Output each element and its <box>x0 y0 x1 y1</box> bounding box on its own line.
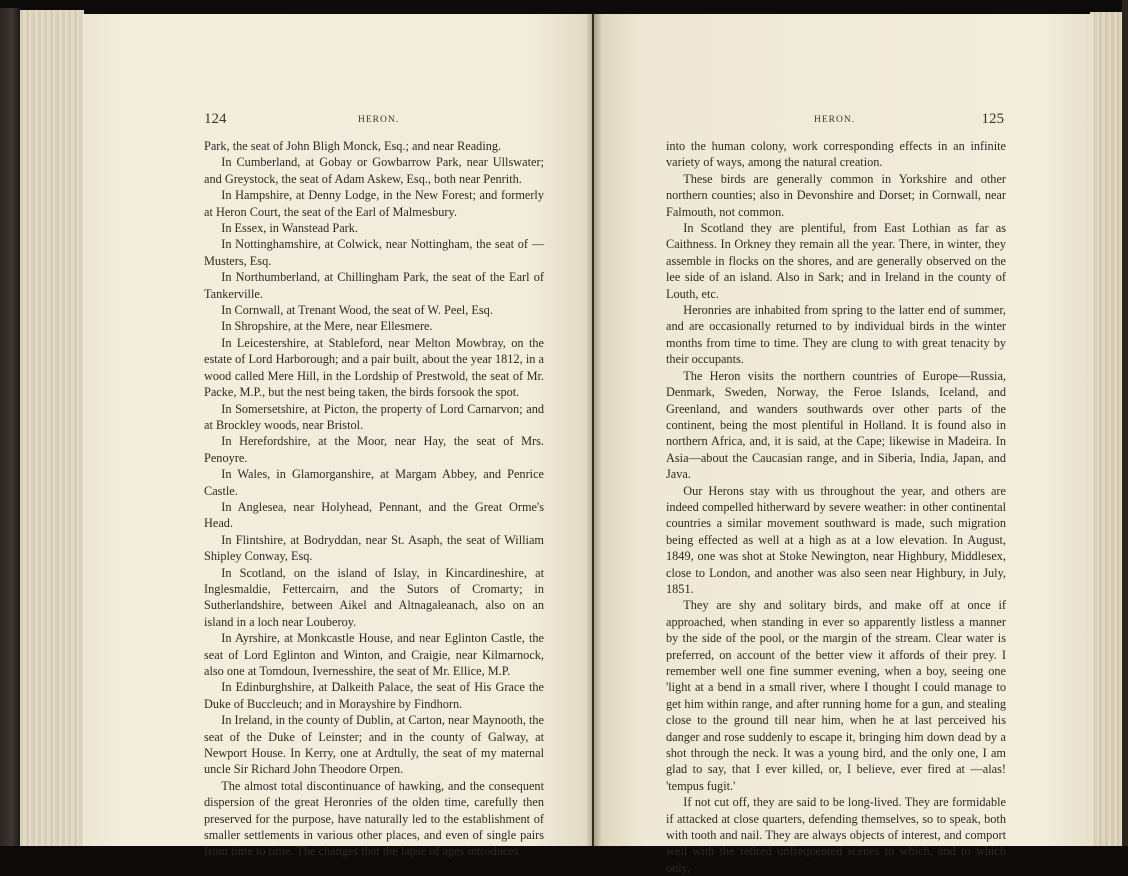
paragraph: In Anglesea, near Holyhead, Pennant, and the Great Orme's Head. <box>204 499 544 531</box>
paragraph: If not cut off, they are said to be long-lived. They are formidable if attacked at close quarters, defending themselves, so to speak, both with tooth and nail. They are always objects of interest, and comport well with the retired unfrequented scenes to which, and to which only, <box>666 795 1006 875</box>
paragraph: In Wales, in Glamorganshire, at Margam Abbey, and Penrice Castle. <box>204 467 544 498</box>
paragraph: In Essex, in Wanstead Park. <box>221 221 358 236</box>
paragraph: In Hampshire, at Denny Lodge, in the New Forest; and formerly at Heron Court, the seat of the Earl of Malmesbury. <box>204 188 544 219</box>
paragraph: The Heron visits the northern countries of Europe—Russia, Denmark, Sweden, Norway, the Feroe Islands, Iceland, and Greenland, and wanders southwards over other parts of the continent, being the most plentiful in Holland. It is found also in northern Africa, and, it is said, at the Cape; likewise in Madeira. In Asia—about the Caucasian range, and in Siberia, India, Japan, and Java. <box>666 368 1006 482</box>
paragraph: In Flintshire, at Bodryddan, near St. Asaph, the seat of William Shipley Conway, Esq. <box>204 532 544 564</box>
paragraph: Our Herons stay with us throughout the year, and others are indeed compelled hitherward by severe weather: in other continental countries a similar movement southward is made, such migration being effected as well at a high as at a low elevation. In August, 1849, one was shot at Stoke Newington, near Highbury, Middlesex, close to London, and another was also seen near Highbury, in July, 1851. <box>666 483 1006 596</box>
paragraph: In Cornwall, at Trenant Wood, the seat of W. Peel, Esq. <box>221 303 493 318</box>
right-page-text <box>666 138 1006 876</box>
paragraph: In Herefordshire, at the Moor, near Hay, the seat of Mrs. Penoyre. <box>204 434 544 465</box>
left-page <box>82 14 592 859</box>
right-page <box>594 14 1094 875</box>
paragraph: They are shy and solitary birds, and make off at once if approached, when standing in ever so apparently listless a manner by the side of the pool, or the margin of the stream. Clear water is preferred, on account of the better view it affords of their prey. I remember well one fine summer evening, when a boy, seeing one 'light at a bend in a small river, where I thought I could manage to get him within range, and after running home for a gun, and stealing close to the ground till near him, when he at last perceived his danger and rose suddenly to escape it, bringing him down dead by a shot through the neck. It was a young bird, and the only one, I am glad to say, that I ever killed, or, I believe, ever fired at —alas! 'tempus fugit.' <box>666 598 1006 793</box>
book-gutter <box>586 14 602 846</box>
running-head: HERON. <box>358 115 400 125</box>
left-cover-board <box>0 8 20 846</box>
paragraph: These birds are generally common in Yorkshire and other northern counties; also in Devonshire and Dorset; in Cornwall, near Falmouth, not common. <box>666 171 1006 219</box>
paragraph: In Scotland, on the island of Islay, in Kincardineshire, at Inglesmaldie, Fettercairn, and the Sutors of Cromarty; in Sutherlandshire, between Aikel and Altnagaleanach, also on an island in a loch near Louberoy. <box>204 565 544 629</box>
paragraph: In Ireland, in the county of Dublin, at Carton, near Maynooth, the seat of the Duke of Leinster; and in the county of Galway, at Newport House. In Kerry, one at Ardtully, the seat of my maternal uncle Sir Richard John Theodore Orpen. <box>204 713 544 777</box>
paragraph: In Somersetshire, at Picton, the property of Lord Carnarvon; and at Brockley woods, near Bristol. <box>204 401 544 432</box>
running-head: HERON. <box>814 115 856 125</box>
paragraph: In Ayrshire, at Monkcastle House, and near Eglinton Castle, the seat of Lord Eglinton and Winton, and Craigie, near Kilmarnock, also one at Tomdoun, Ivernesshire, the seat of Mr. Ellice, M.P. <box>204 631 544 678</box>
paragraph: Heronries are inhabited from spring to the latter end of summer, and are occasionally returned to by individual birds in the winter months from time to time. They are clung to with great tenacity by their occupants. <box>666 303 1006 367</box>
paragraph: The almost total discontinuance of hawking, and the consequent dispersion of the great Heronries of the olden time, carefully then preserved for the purpose, have naturally led to the establishment of smaller settlements in various other places, and even of single pairs from time to time. The changes that the lapse of ages introduces <box>204 778 544 859</box>
page-number: 125 <box>981 111 1004 127</box>
paragraph: In Leicestershire, at Stableford, near Melton Mowbray, on the estate of Lord Harborough; and a pair built, about the year 1812, in a wood called Mere Hill, in the Lordship of Prestwold, the seat of Mr. Packe, M.P., but the nest being taken, the birds forsook the spot. <box>204 335 544 400</box>
left-page-edges <box>20 10 84 846</box>
left-page-text <box>204 138 544 860</box>
paragraph: In Shropshire, at the Mere, near Ellesmere. <box>221 319 433 334</box>
page-number: 124 <box>204 111 227 127</box>
paragraph: Park, the seat of John Bligh Monck, Esq.; and near Reading. <box>204 139 502 153</box>
paragraph: In Edinburghshire, at Dalkeith Palace, the seat of His Grace the Duke of Buccleuch; and in Morayshire by Findhorn. <box>204 680 544 711</box>
paragraph: In Northumberland, at Chillingham Park, the seat of the Earl of Tankerville. <box>204 270 544 301</box>
right-cover-board <box>1122 0 1128 846</box>
paragraph: In Scotland they are plentiful, from East Lothian as far as Caithness. In Orkney they remain all the year. There, in winter, they assemble in flocks on the shores, and are generally observed on the lee side of an island. Also in Sark; and in Ireland in the county of Louth, etc. <box>666 221 1006 301</box>
paragraph: into the human colony, work corresponding effects in an infinite variety of ways, among the natural creation. <box>666 139 1006 170</box>
paragraph: In Cumberland, at Gobay or Gowbarrow Park, near Ullswater; and Greystock, the seat of Adam Askew, Esq., both near Penrith. <box>204 155 544 186</box>
paragraph: In Nottinghamshire, at Colwick, near Nottingham, the seat of — Musters, Esq. <box>204 237 544 268</box>
